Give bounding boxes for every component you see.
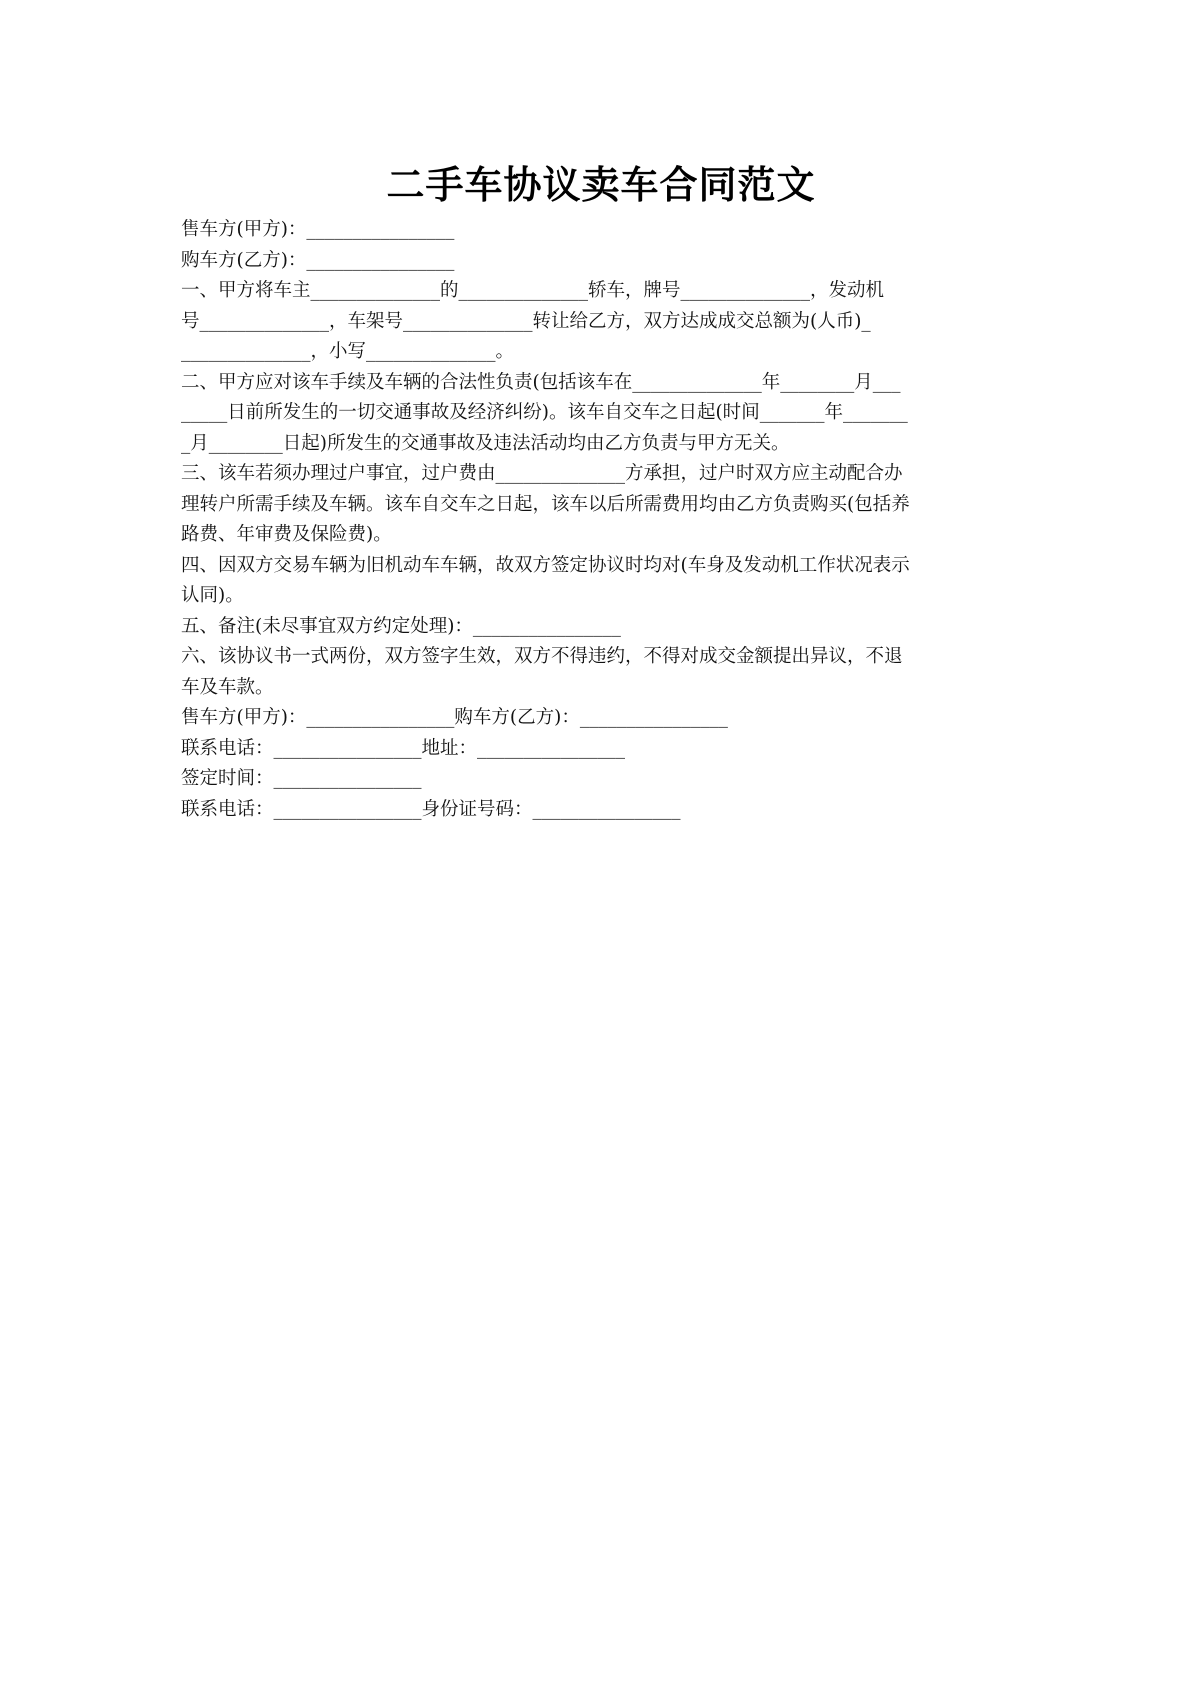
clause-2-line-1: 二、甲方应对该车手续及车辆的合法性负责(包括该车在______________年________月___ xyxy=(181,371,901,393)
clause-5-line: 五、备注(未尽事宜双方约定处理)：________________ xyxy=(181,615,621,637)
contract-body xyxy=(181,215,1021,825)
buyer-party-line: 购车方(乙方)：________________ xyxy=(181,249,455,271)
clause-1-line-1: 一、甲方将车主______________的______________轿车，牌号______________，发动机 xyxy=(181,280,885,301)
document-title: 二手车协议卖车合同范文 xyxy=(386,163,816,207)
clause-4-line-1: 四、因双方交易车辆为旧机动车车辆，故双方签定协议时均对(车身及发动机工作状况表示 xyxy=(181,554,910,576)
clause-2-line-3: _月________日起)所发生的交通事故及违法活动均由乙方负责与甲方无关。 xyxy=(181,432,790,454)
seller-party-line: 售车方(甲方)：________________ xyxy=(181,219,455,240)
clause-3-line-3: 路费、年审费及保险费)。 xyxy=(181,524,392,545)
clause-2-line-2: _____日前所发生的一切交通事故及经济纠纷)。该车自交车之日起(时间_______年_______ xyxy=(181,402,908,423)
clause-4-line-2: 认同)。 xyxy=(181,585,244,606)
contact-address-line: 联系电话：________________地址：________________ xyxy=(181,737,626,759)
clause-6-line-1: 六、该协议书一式两份，双方签字生效，双方不得违约，不得对成交金额提出异议，不退 xyxy=(181,646,903,667)
clause-6-line-2: 车及车款。 xyxy=(181,676,274,698)
clause-3-line-2: 理转户所需手续及车辆。该车自交车之日起，该车以后所需费用均由乙方负责购买(包括养 xyxy=(181,493,910,515)
document-page xyxy=(181,155,1021,825)
signature-parties-line: 售车方(甲方)：________________购车方(乙方)：________________ xyxy=(181,707,728,728)
clause-1-line-2: 号______________，车架号______________转让给乙方，双方达成成交总额为(人币)_ xyxy=(181,310,871,332)
clause-1-line-3: ______________，小写______________。 xyxy=(181,341,515,362)
contact-id-line: 联系电话：________________身份证号码：________________ xyxy=(181,798,681,820)
clause-3-line-1: 三、该车若须办理过户事宜，过户费由______________方承担，过户时双方应主动配合办 xyxy=(181,463,903,484)
signing-date-line: 签定时间：________________ xyxy=(181,768,422,789)
